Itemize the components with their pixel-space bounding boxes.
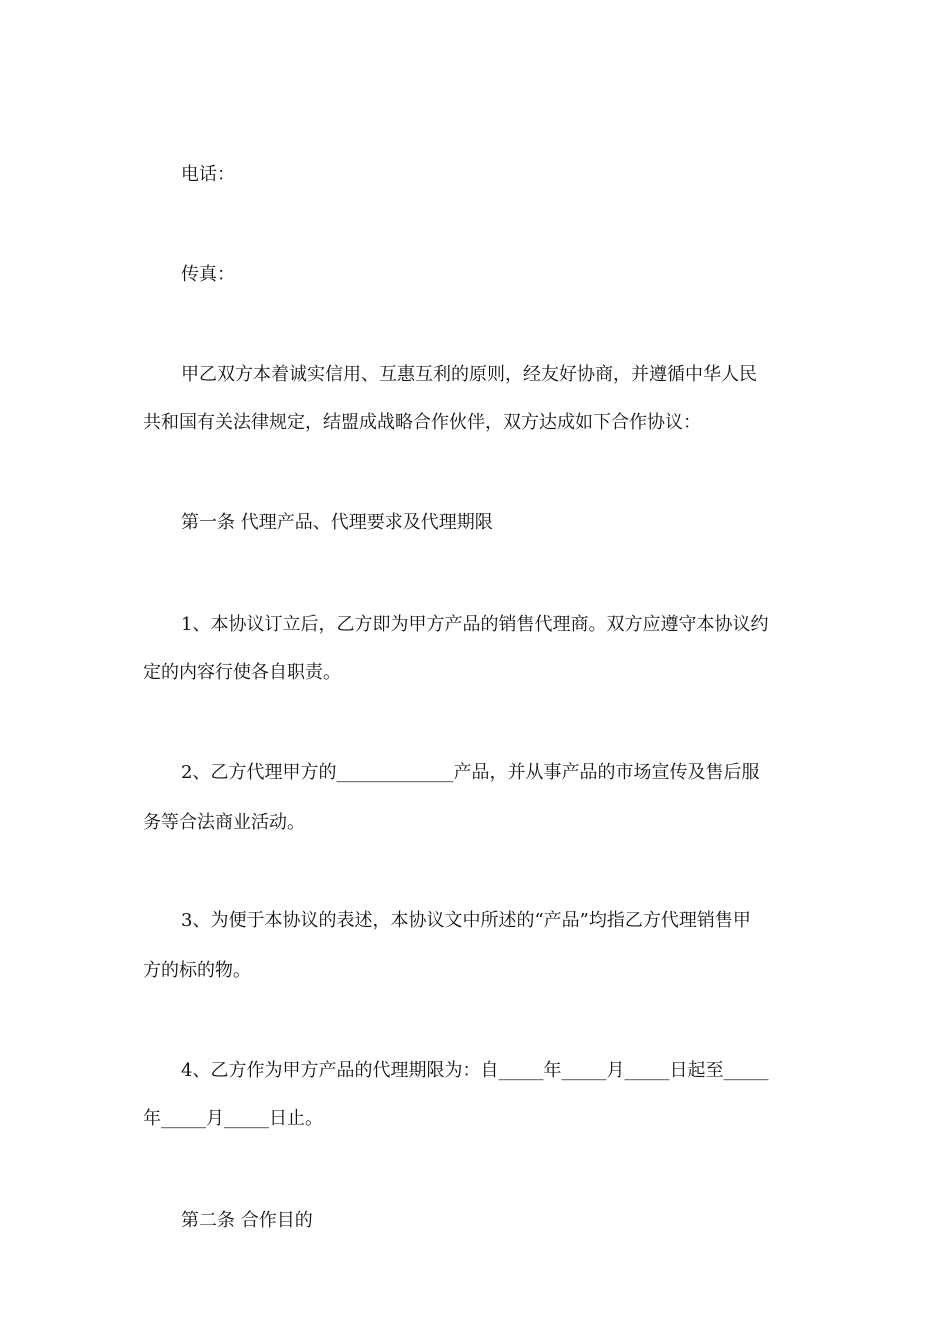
clause-3-line-2: 方的标的物。 xyxy=(143,960,251,981)
article-1-heading: 第一条 代理产品、代理要求及代理期限 xyxy=(181,512,493,533)
phone-label: 电话： xyxy=(181,164,235,185)
fax-label: 传真： xyxy=(181,264,235,285)
intro-paragraph-line-2: 共和国有关法律规定，结盟成战略合作伙伴，双方达成如下合作协议： xyxy=(143,412,701,433)
clause-1-line-2: 定的内容行使各自职责。 xyxy=(143,662,341,683)
intro-paragraph-line-1: 甲乙双方本着诚实信用、互惠互利的原则，经友好协商，并遵循中华人民 xyxy=(181,364,757,385)
clause-2-line-1: 2、乙方代理甲方的_____________产品，并从事产品的市场宣传及售后服 xyxy=(181,762,760,783)
clause-4-line-2: 年_____月_____日止。 xyxy=(143,1108,323,1129)
article-2-heading: 第二条 合作目的 xyxy=(181,1210,313,1231)
clause-3-line-1: 3、为便于本协议的表述，本协议文中所述的“产品”均指乙方代理销售甲 xyxy=(181,910,751,931)
clause-4-line-1: 4、乙方作为甲方产品的代理期限为：自_____年_____月_____日起至_____ xyxy=(181,1060,769,1081)
clause-2-line-2: 务等合法商业活动。 xyxy=(143,812,305,833)
clause-1-line-1: 1、本协议订立后，乙方即为甲方产品的销售代理商。双方应遵守本协议约 xyxy=(181,614,769,635)
